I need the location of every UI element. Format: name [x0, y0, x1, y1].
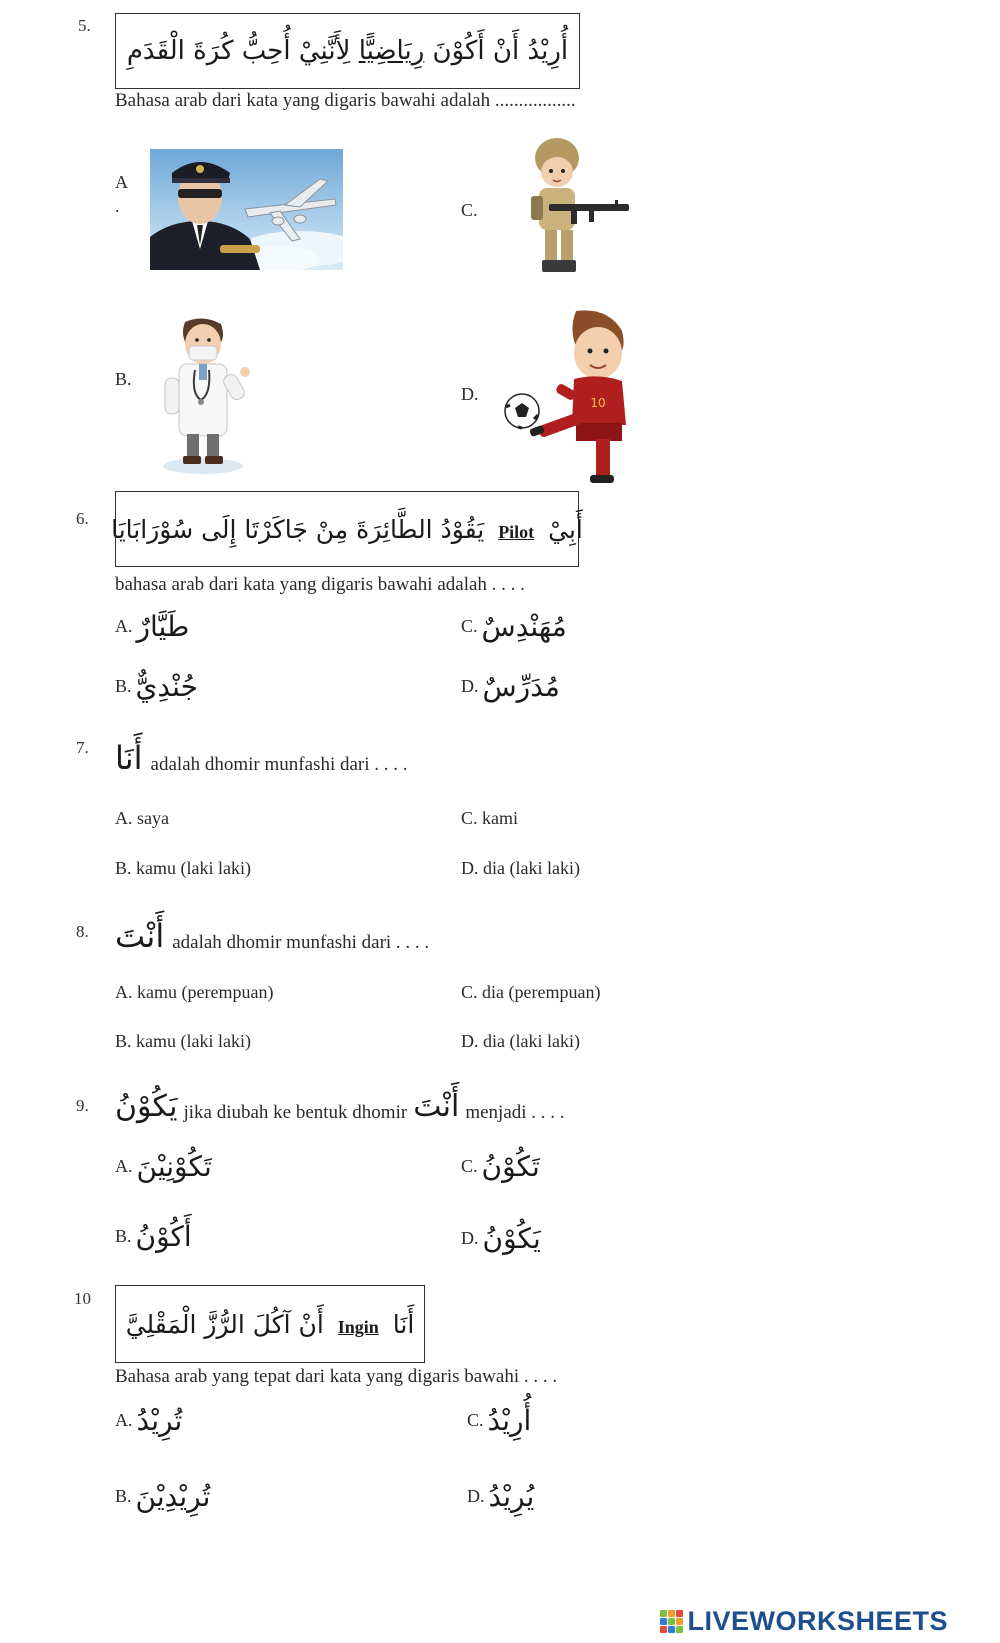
liveworksheets-logo[interactable] [660, 1606, 948, 1637]
question-8-stem [115, 910, 429, 956]
q7-option-c[interactable]: C. kami [461, 808, 518, 828]
q9-arabic-pronoun: أَنْتَ [413, 1089, 460, 1124]
question-5-number: 5. [78, 16, 91, 35]
q10-option-c[interactable] [467, 1404, 531, 1437]
q9-text-1: jika diubah ke bentuk dhomir [183, 1102, 408, 1123]
q9-option-b-text: أَكُوْنُ [135, 1220, 192, 1253]
q7-option-b[interactable]: B. kamu (laki laki) [115, 858, 251, 878]
q9-option-a[interactable] [115, 1150, 212, 1183]
q7-option-d[interactable]: D. dia (laki laki) [461, 858, 580, 878]
question-5-prompt: Bahasa arab dari kata yang digaris bawahi adalah ................. [115, 90, 576, 111]
q9-option-a-label: A. [115, 1156, 133, 1176]
q5-option-c-label[interactable]: C. [461, 200, 478, 220]
q7-option-a[interactable]: A. saya [115, 808, 169, 828]
q8-option-c[interactable]: C. dia (perempuan) [461, 982, 601, 1002]
q8-option-b[interactable]: B. kamu (laki laki) [115, 1031, 251, 1051]
q9-option-c-label: C. [461, 1156, 478, 1176]
q10-option-c-text: أُرِيْدُ [487, 1404, 532, 1437]
q5-picture-c-soldier[interactable] [515, 136, 633, 286]
q6-option-a-text: طَيَّارٌ [136, 610, 190, 643]
q9-option-a-text: تَكُوْنِيْنَ [136, 1150, 212, 1183]
q10-option-d[interactable] [467, 1480, 534, 1513]
liveworksheets-brand-text: LIVEWORKSHEETS [687, 1606, 948, 1636]
q5-arabic-after: لِأَنَّنِيْ أُحِبُّ كُرَةَ الْقَدَمِ [126, 36, 351, 66]
q10-option-a-label: A. [115, 1410, 133, 1430]
q9-arabic-verb: يَكُوْنُ [115, 1089, 178, 1124]
question-9-number: 9. [76, 1096, 89, 1115]
q9-option-c-text: تَكُوْنُ [481, 1150, 540, 1183]
q8-option-d[interactable]: D. dia (laki laki) [461, 1031, 580, 1051]
question-5-arabic-box [115, 13, 580, 89]
q6-option-b[interactable] [115, 670, 198, 703]
pilot-airplane-image [150, 149, 343, 270]
q10-arabic-after: أَنْ آكُلَ الرُّزَّ الْمَقْلِيَّ [125, 1309, 324, 1339]
question-10-prompt: Bahasa arab yang tepat dari kata yang digaris bawahi . . . . [115, 1366, 558, 1387]
q8-prompt: adalah dhomir munfashi dari . . . . [172, 932, 430, 953]
q7-prompt: adalah dhomir munfashi dari . . . . [150, 754, 408, 775]
q5-picture-d-football-player[interactable] [498, 307, 638, 487]
q9-text-2: menjadi . . . . [465, 1102, 565, 1123]
q5-option-b-label[interactable]: B. [115, 369, 132, 389]
q7-arabic-word: أَنَا [115, 739, 143, 777]
q10-option-a-text: تُرِيْدُ [136, 1404, 183, 1437]
q10-option-c-label: C. [467, 1410, 484, 1430]
q6-arabic-after: يَقُوْدُ الطَّائِرَةَ مِنْ جَاكَرْتَا إِلَى سُوْرَابَايَا [111, 514, 485, 544]
q6-option-d-text: مُدَرِّسٌ [482, 670, 560, 703]
q6-arabic-before: أَبِيْ [548, 514, 583, 544]
q6-option-c[interactable] [461, 610, 567, 643]
q6-option-d[interactable] [461, 670, 560, 703]
q10-option-b-label: B. [115, 1486, 132, 1506]
q9-option-d[interactable] [461, 1222, 541, 1255]
question-7-stem [115, 732, 408, 778]
q5-option-a-label[interactable]: A [115, 172, 128, 192]
q5-arabic-before: أُرِيْدُ أَنْ أَكُوْنَ [432, 36, 569, 66]
q6-option-c-text: مُهَنْدِسٌ [481, 610, 567, 643]
q6-option-d-label: D. [461, 676, 479, 696]
q10-underlined-word: Ingin [337, 1316, 379, 1337]
q6-option-a[interactable] [115, 610, 189, 643]
question-6-arabic-sentence [111, 515, 583, 544]
football-player-image [498, 307, 638, 487]
q9-option-b[interactable] [115, 1220, 192, 1253]
question-10-arabic-sentence [126, 1310, 415, 1339]
doctor-image [155, 314, 251, 476]
q6-option-b-label: B. [115, 676, 132, 696]
q8-arabic-word: أَنْتَ [115, 917, 165, 955]
soldier-image [515, 136, 633, 286]
liveworksheets-grid-icon [660, 1610, 683, 1633]
q9-option-c[interactable] [461, 1150, 540, 1183]
question-5-arabic-sentence [127, 36, 568, 66]
question-10-number: 10 [74, 1289, 91, 1308]
q9-option-d-label: D. [461, 1228, 479, 1248]
q5-picture-b-doctor[interactable] [155, 314, 251, 476]
svg-text:10: 10 [590, 396, 606, 410]
q10-option-b-text: تُرِيْدِيْنَ [135, 1480, 211, 1513]
question-8-number: 8. [76, 922, 89, 941]
q6-underlined-word: Pilot [498, 521, 535, 542]
q5-option-d-label[interactable]: D. [461, 384, 479, 404]
q5-option-a-dot: . [115, 196, 120, 216]
q10-option-a[interactable] [115, 1404, 182, 1437]
q8-option-a[interactable]: A. kamu (perempuan) [115, 982, 274, 1002]
question-10-arabic-box [115, 1285, 425, 1363]
q6-option-b-text: جُنْدِيٌّ [135, 670, 198, 703]
q9-option-b-label: B. [115, 1226, 132, 1246]
q10-arabic-before: أَنَا [392, 1309, 415, 1339]
q5-picture-a-pilot[interactable] [150, 149, 343, 270]
question-6-arabic-box [111, 491, 583, 567]
q10-option-d-text: يُرِيْدُ [488, 1480, 535, 1513]
question-6-prompt: bahasa arab dari kata yang digaris bawahi adalah . . . . [115, 574, 525, 595]
q10-option-d-label: D. [467, 1486, 485, 1506]
question-7-number: 7. [76, 738, 89, 757]
question-6-number: 6. [76, 509, 89, 528]
q5-arabic-underlined-word: رِيَاضِيًّا [358, 36, 425, 66]
q10-option-b[interactable] [115, 1480, 210, 1513]
q6-option-a-label: A. [115, 616, 133, 636]
q9-option-d-text: يَكُوْنُ [482, 1222, 541, 1255]
question-9-stem [115, 1080, 565, 1128]
q6-option-c-label: C. [461, 616, 478, 636]
